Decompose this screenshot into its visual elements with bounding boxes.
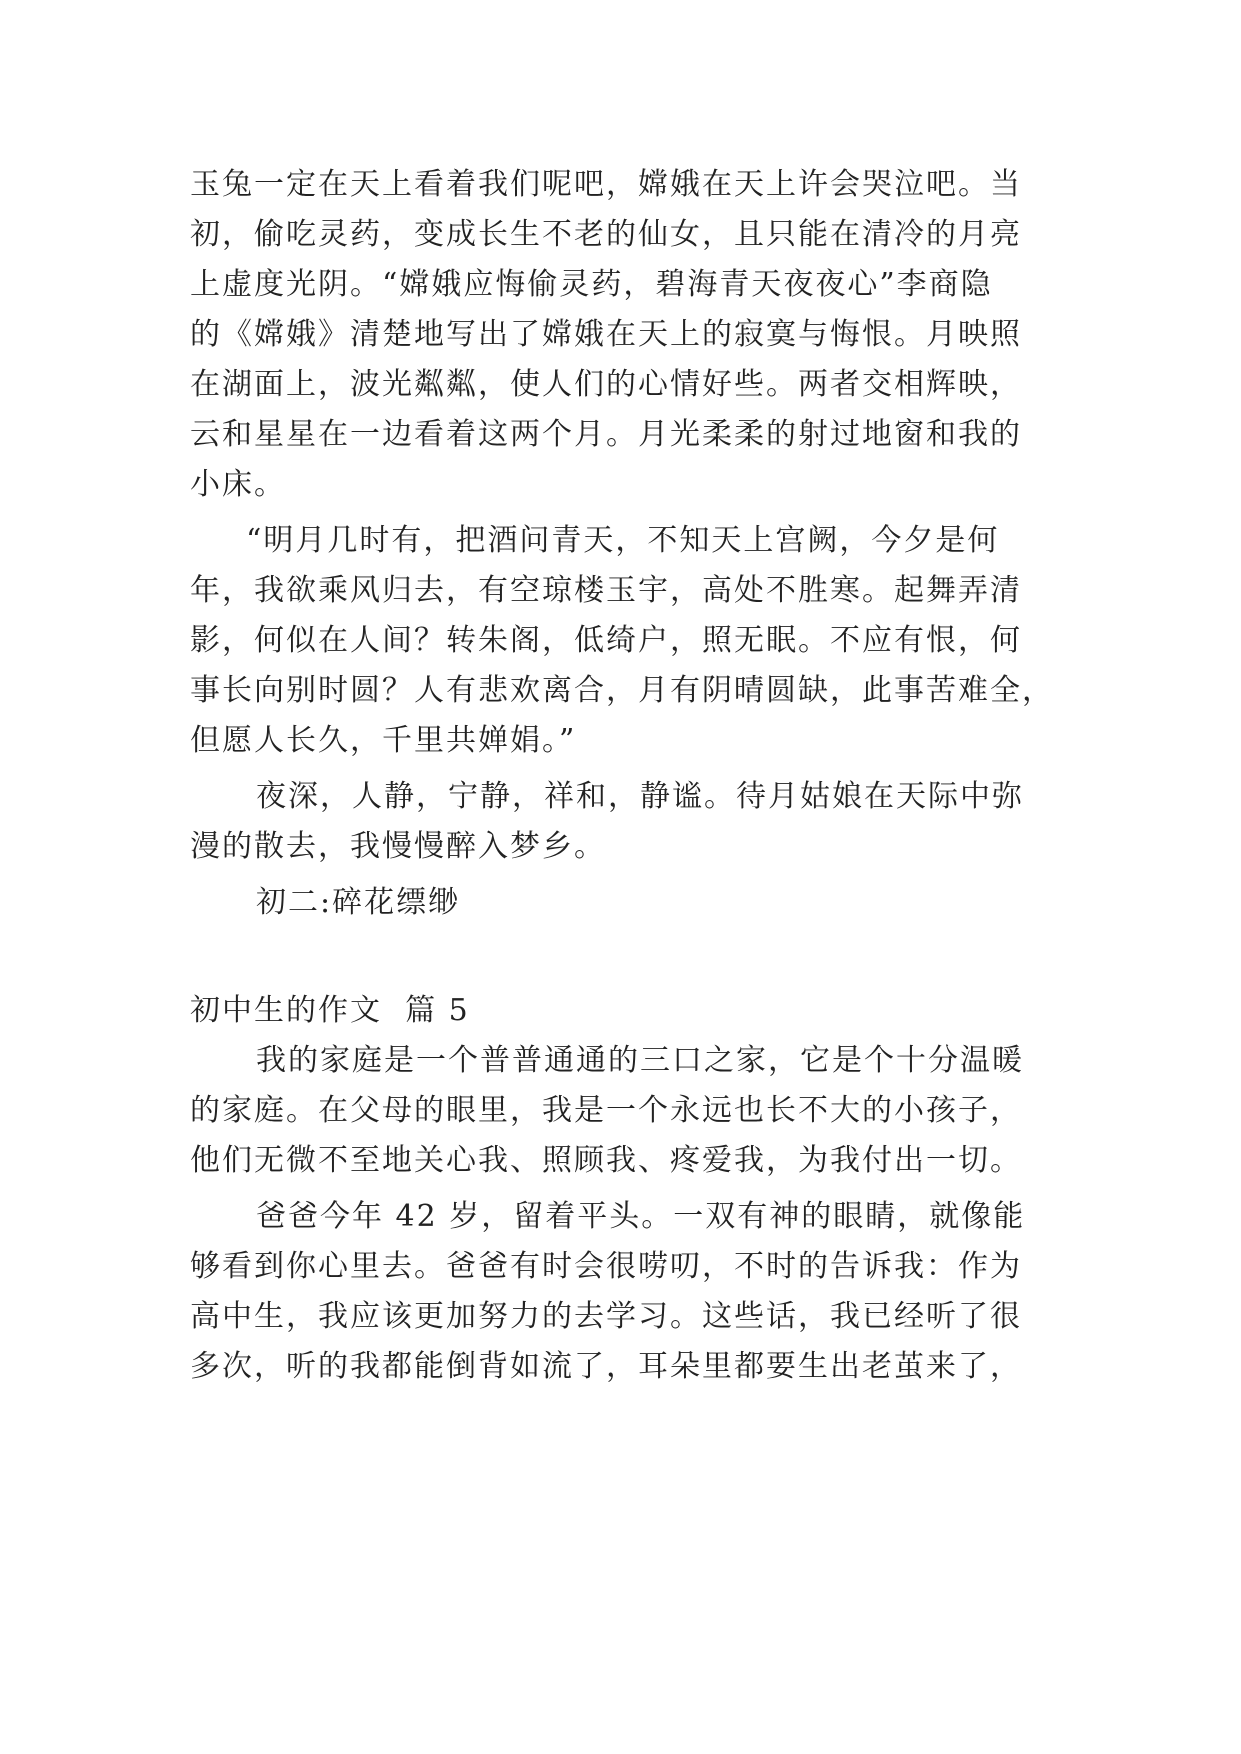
text-line: 他们无微不至地关心我、照顾我、疼爱我，为我付出一切。 [190,1143,1022,1178]
text-line: 夜深，人静，宁静，祥和，静谧。待月姑娘在天际中弥 [256,779,1024,814]
text-line: 在湖面上，波光粼粼，使人们的心情好些。两者交相辉映， [190,367,1022,402]
text-line: “明月几时有，把酒问青天，不知天上宫阙，今夕是何 [246,523,1000,558]
text-line: 年，我欲乘风归去，有空琼楼玉宇，高处不胜寒。起舞弄清 [190,573,1022,608]
text-line: 高中生，我应该更加努力的去学习。这些话，我已经听了很 [190,1299,1022,1334]
text-line: 事长向别时圆？人有悲欢离合，月有阴晴圆缺，此事苦难全， [190,673,1054,708]
paragraph-poem [190,516,1056,766]
text-line: 云和星星在一边看着这两个月。月光柔柔的射过地窗和我的 [190,417,1022,452]
text-line: 够看到你心里去。爸爸有时会很唠叨，不时的告诉我：作为 [190,1249,1022,1284]
author-signature: 初二:碎花缥缈 [256,885,461,920]
text-line: 影，何似在人间？转朱阁，低绮户，照无眠。不应有恨，何 [190,623,1022,658]
text-line: 初，偷吃灵药，变成长生不老的仙女，且只能在清冷的月亮 [190,217,1022,252]
paragraph-quiet-night [190,772,1056,872]
text-line: 爸爸今年 42 岁，留着平头。一双有神的眼睛，就像能 [256,1199,1026,1234]
text-line: 但愿人长久，千里共婵娟。” [190,723,577,758]
paragraph-moon-night [190,160,1056,510]
text-line: 漫的散去，我慢慢醉入梦乡。 [190,829,606,864]
text-line: 的《嫦娥》清楚地写出了嫦娥在天上的寂寞与悔恨。月映照 [190,317,1022,352]
text-line: 上虚度光阴。“嫦娥应悔偷灵药，碧海青天夜夜心”李商隐 [190,267,993,302]
paragraph-father [190,1192,1056,1392]
text-line: 玉兔一定在天上看着我们呢吧，嫦娥在天上许会哭泣吧。当 [190,167,1022,202]
text-line: 多次，听的我都能倒背如流了，耳朵里都要生出老茧来了， [190,1349,1022,1384]
text-line: 我的家庭是一个普普通通的三口之家，它是个十分温暖 [256,1043,1024,1078]
text-line: 的家庭。在父母的眼里，我是一个永远也长不大的小孩子， [190,1093,1022,1128]
paragraph-family [190,1036,1056,1186]
document-page [190,160,1056,1392]
section-title: 初中生的作文 篇 5 [190,993,470,1028]
text-line: 小床。 [190,467,286,502]
